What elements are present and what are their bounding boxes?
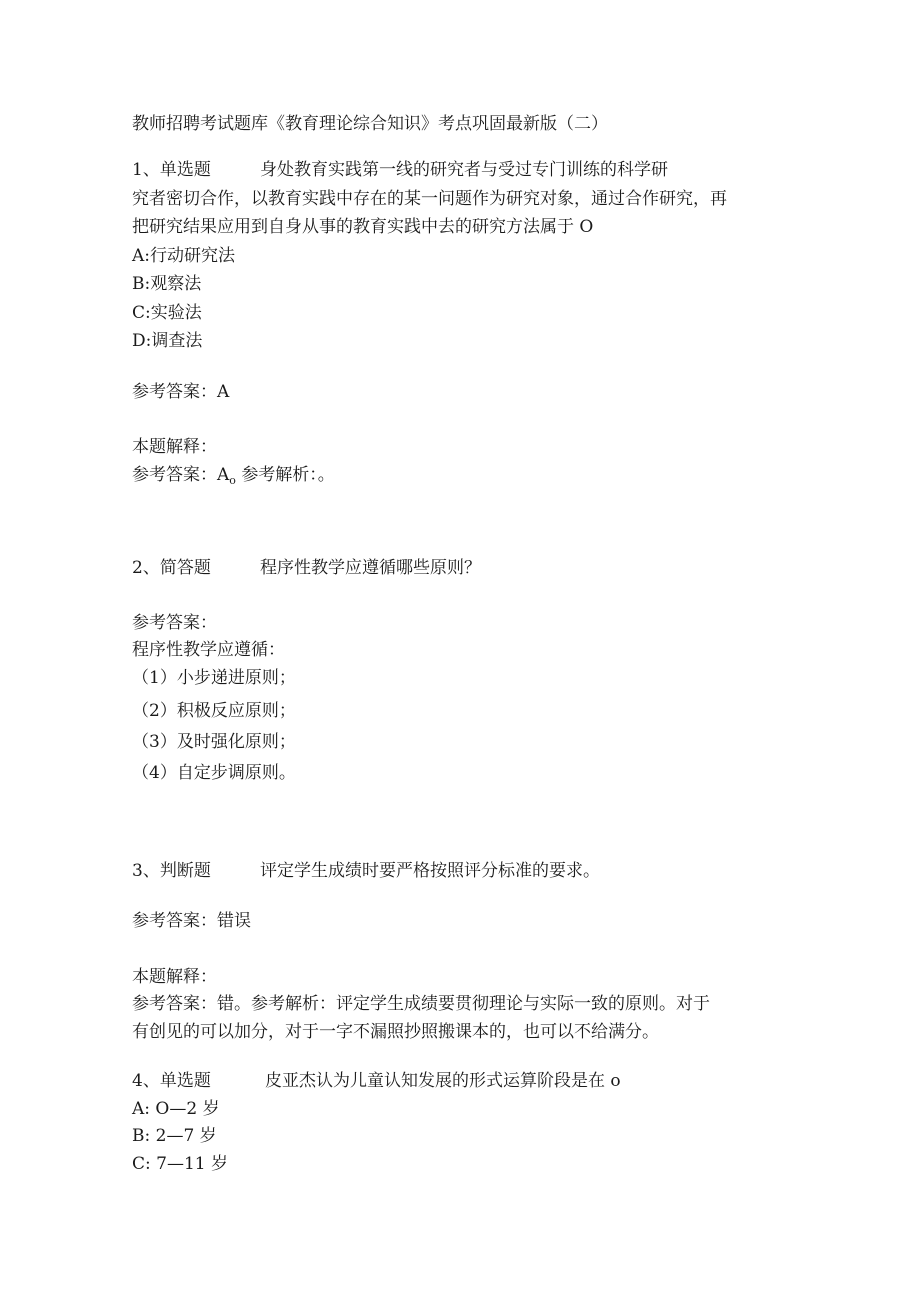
question-2-number: 2、简答题	[132, 558, 211, 578]
question-3-header	[132, 859, 652, 883]
question-1-answer: 参考答案：A	[132, 382, 230, 402]
question-3-explain-line2: 有创见的可以加分，对于一字不漏照抄照搬课本的，也可以不给满分。	[132, 1022, 659, 1042]
question-3-explain-label: 本题解释：	[132, 967, 217, 987]
document-title: 教师招聘考试题库《教育理论综合知识》考点巩固最新版（二）	[132, 114, 608, 134]
question-1-header	[132, 158, 832, 182]
question-1-option-b: B:观察法	[132, 274, 202, 294]
question-1-explain	[132, 463, 335, 493]
question-1-explain-analysis: 参考解析：。	[241, 465, 335, 485]
question-4-number: 4、单选题	[132, 1071, 211, 1091]
question-1-option-c: C:实验法	[132, 303, 202, 323]
question-3-number: 3、判断题	[132, 861, 211, 881]
question-2-answer-label: 参考答案：	[132, 613, 217, 633]
question-3-explain-line1: 参考答案：错。参考解析：评定学生成绩要贯彻理论与实际一致的原则。对于	[132, 994, 710, 1014]
question-1-explain-subscript: o	[229, 474, 236, 487]
question-2-answer-item: （4）自定步调原则。	[132, 763, 296, 783]
question-1-number: 1、单选题	[132, 160, 211, 180]
question-3-answer: 参考答案：错误	[132, 911, 251, 931]
question-4-header	[132, 1069, 672, 1093]
question-1-text-line3: 把研究结果应用到自身从事的教育实践中去的研究方法属于 O	[132, 217, 594, 237]
question-2-answer-item: （3）及时强化原则；	[132, 732, 296, 752]
question-1-text-line2: 究者密切合作，以教育实践中存在的某一问题作为研究对象，通过合作研究，再	[132, 189, 727, 209]
question-2-header	[132, 556, 632, 580]
question-1-text-line1: 身处教育实践第一线的研究者与受过专门训练的科学研	[260, 160, 668, 180]
question-2-answer-item: （1）小步递进原则；	[132, 668, 296, 688]
question-1-explain-label: 本题解释：	[132, 437, 217, 457]
question-4-option-b: B: 2—7 岁	[132, 1126, 217, 1146]
question-1-option-a: A:行动研究法	[132, 246, 236, 266]
question-1-option-d: D:调查法	[132, 331, 203, 351]
question-2-answer-intro: 程序性教学应遵循：	[132, 640, 285, 660]
question-4-option-c: C: 7—11 岁	[132, 1154, 228, 1174]
question-2-text: 程序性教学应遵循哪些原则？	[260, 558, 481, 578]
question-4-option-a: A: O—2 岁	[132, 1099, 220, 1119]
question-3-text: 评定学生成绩时要严格按照评分标准的要求。	[260, 861, 600, 881]
question-4-text: 皮亚杰认为儿童认知发展的形式运算阶段是在 o	[265, 1071, 621, 1091]
question-1-explain-answer: 参考答案：A	[132, 465, 230, 485]
question-2-answer-item: （2）积极反应原则；	[132, 701, 296, 721]
